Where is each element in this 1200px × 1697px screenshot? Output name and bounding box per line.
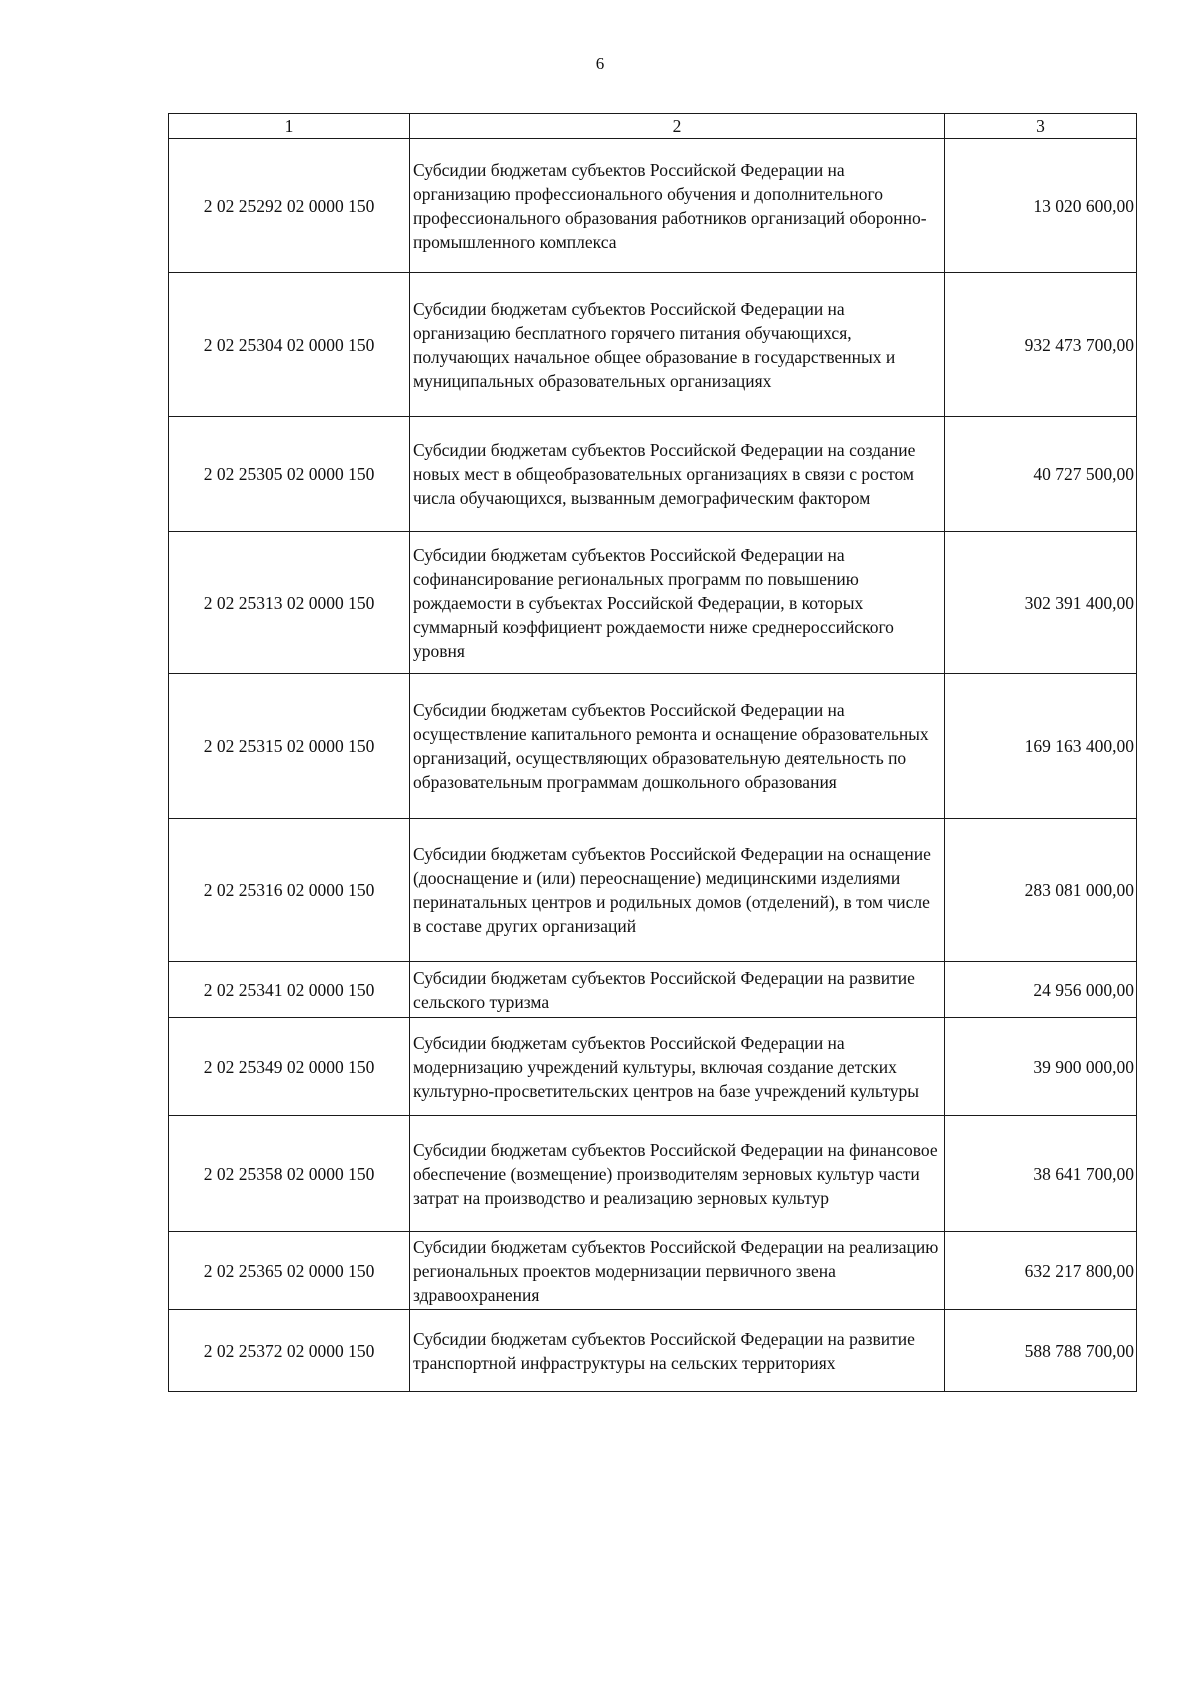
row-code: 2 02 25341 02 0000 150 — [169, 962, 410, 1018]
column-header-description: 2 — [410, 114, 945, 139]
row-description: Субсидии бюджетам субъектов Российской Федерации на создание новых мест в общеобразовательных организациях в связи с ростом числа обучающихся, вызванным демографическим фактором — [410, 417, 945, 532]
table-row — [169, 532, 1137, 674]
table-header-row — [169, 114, 1137, 139]
row-code: 2 02 25292 02 0000 150 — [169, 139, 410, 273]
table-row — [169, 1310, 1137, 1392]
row-code: 2 02 25358 02 0000 150 — [169, 1116, 410, 1232]
row-code: 2 02 25316 02 0000 150 — [169, 819, 410, 962]
table-row — [169, 1116, 1137, 1232]
table-row — [169, 819, 1137, 962]
row-code: 2 02 25305 02 0000 150 — [169, 417, 410, 532]
column-header-code: 1 — [169, 114, 410, 139]
table-row — [169, 674, 1137, 819]
row-amount: 169 163 400,00 — [945, 674, 1137, 819]
table-row — [169, 1018, 1137, 1116]
row-code: 2 02 25349 02 0000 150 — [169, 1018, 410, 1116]
row-code: 2 02 25315 02 0000 150 — [169, 674, 410, 819]
table-row — [169, 139, 1137, 273]
row-amount: 588 788 700,00 — [945, 1310, 1137, 1392]
row-code: 2 02 25372 02 0000 150 — [169, 1310, 410, 1392]
row-description: Субсидии бюджетам субъектов Российской Федерации на финансовое обеспечение (возмещение) производителям зерновых культур части затрат на производство и реализацию зерновых культур — [410, 1116, 945, 1232]
row-amount: 932 473 700,00 — [945, 273, 1137, 417]
row-description: Субсидии бюджетам субъектов Российской Федерации на развитие транспортной инфраструктуры на сельских территориях — [410, 1310, 945, 1392]
page-number: 6 — [595, 54, 605, 73]
budget-revenue-table — [168, 113, 1137, 1392]
row-amount: 40 727 500,00 — [945, 417, 1137, 532]
row-description: Субсидии бюджетам субъектов Российской Федерации на оснащение (дооснащение и (или) переоснащение) медицинскими изделиями перинатальных центров и родильных домов (отделений), в том числе в составе других организаций — [410, 819, 945, 962]
column-header-amount: 3 — [945, 114, 1137, 139]
row-amount: 632 217 800,00 — [945, 1232, 1137, 1310]
row-code: 2 02 25365 02 0000 150 — [169, 1232, 410, 1310]
table-row — [169, 1232, 1137, 1310]
row-amount: 39 900 000,00 — [945, 1018, 1137, 1116]
row-description: Субсидии бюджетам субъектов Российской Федерации на реализацию региональных проектов модернизации первичного звена здравоохранения — [410, 1232, 945, 1310]
table-row — [169, 273, 1137, 417]
row-amount: 302 391 400,00 — [945, 532, 1137, 674]
row-amount: 13 020 600,00 — [945, 139, 1137, 273]
row-description: Субсидии бюджетам субъектов Российской Федерации на организацию бесплатного горячего питания обучающихся, получающих начальное общее образование в государственных и муниципальных образовательных организациях — [410, 273, 945, 417]
row-code: 2 02 25304 02 0000 150 — [169, 273, 410, 417]
row-code: 2 02 25313 02 0000 150 — [169, 532, 410, 674]
row-amount: 24 956 000,00 — [945, 962, 1137, 1018]
row-description: Субсидии бюджетам субъектов Российской Федерации на развитие сельского туризма — [410, 962, 945, 1018]
row-description: Субсидии бюджетам субъектов Российской Федерации на софинансирование региональных программ по повышению рождаемости в субъектах Российской Федерации, в которых суммарный коэффициент рождаемости ниже среднероссийского уровня — [410, 532, 945, 674]
row-description: Субсидии бюджетам субъектов Российской Федерации на модернизацию учреждений культуры, включая создание детских культурно-просветительских центров на базе учреждений культуры — [410, 1018, 945, 1116]
row-amount: 38 641 700,00 — [945, 1116, 1137, 1232]
row-amount: 283 081 000,00 — [945, 819, 1137, 962]
row-description: Субсидии бюджетам субъектов Российской Федерации на организацию профессионального обучения и дополнительного профессионального образования работников организаций оборонно-промышленного комплекса — [410, 139, 945, 273]
row-description: Субсидии бюджетам субъектов Российской Федерации на осуществление капитального ремонта и оснащение образовательных организаций, осуществляющих образовательную деятельность по образовательным программам дошкольного образования — [410, 674, 945, 819]
table-row — [169, 417, 1137, 532]
table-row — [169, 962, 1137, 1018]
